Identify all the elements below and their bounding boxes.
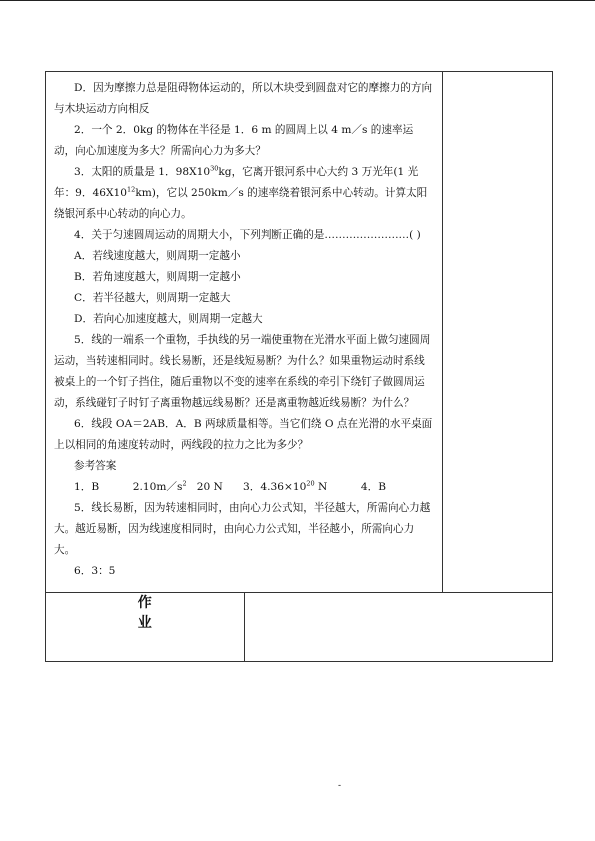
page-mark: - — [338, 781, 342, 791]
exercise-2: 2．一个 2．0kg 的物体在半径是 1．6 m 的圆周上以 4 m／s 的速率运动，向心加速度为多大？所需向心力为多大？ — [54, 124, 414, 157]
exercise-3-part-b: kg，它离开银河系中心大约 3 万光年(1 光年：9．46X10 — [54, 166, 419, 199]
answer-6: 6．3：5 — [74, 565, 116, 577]
exercise-3-exponent-2: 12 — [127, 185, 136, 194]
content-row — [46, 72, 553, 593]
exercise-6: 6．线段 OA＝2AB．A．B 两球质量相等。当它们绕 O 点在光滑的水平桌面上以相同的角速度转动时，两线段的拉力之比为多少？ — [54, 418, 433, 451]
header-rule — [0, 0, 595, 1]
answers-1-4-part-b: 20 N 3．4.36×10 — [186, 481, 307, 493]
answers-exponent-2: 20 — [306, 479, 315, 488]
answers-exponent-1: 2 — [182, 479, 187, 488]
exercise-4-option-c: C．若半径越大，则周期一定越大 — [74, 292, 231, 304]
answers-1-4 — [54, 477, 434, 498]
homework-label-char-2: 业 — [137, 615, 152, 631]
exercise-4-option-b: B．若角速度越大，则周期一定越小 — [74, 271, 241, 283]
notes-column — [443, 72, 553, 593]
exercise-3-part-a: 3．太阳的质量是 1．98X10 — [74, 166, 211, 178]
exercise-text — [46, 72, 442, 592]
exercise-4-option-d: D．若向心加速度越大，则周期一定越大 — [74, 313, 263, 325]
answers-1-4-part-a: 1．B 2.10m／s — [74, 481, 183, 493]
exercise-5: 5．线的一端系一个重物，手执线的另一端使重物在光滑水平面上做匀速圆周运动，当转速相同时。线长易断，还是线短易断？为什么？如果重物运动时系线被桌上的一个钉子挡住，随后重物以不变的速率在系线的牵引下绕钉子做圆周运动，系线碰钉子时钉子离重物越远线易断？还是离重物越近线易断？为什么？ — [54, 334, 431, 409]
exercise-3-exponent-1: 30 — [210, 164, 219, 173]
exercise-4: 4．关于匀速圆周运动的周期大小，下列判断正确的是……………………( ) — [74, 229, 421, 241]
content-cell — [46, 72, 443, 593]
exercise-1-option-d: D．因为摩擦力总是阻碍物体运动的，所以木块受到圆盘对它的摩擦力的方向与木块运动方向相反 — [54, 82, 433, 115]
lesson-table — [45, 71, 553, 662]
exercise-3-part-c: km)，它以 250km／s 的速率绕着银河系中心转动。计算太阳绕银河系中心转动的向心力。 — [54, 187, 428, 220]
exercise-4-option-a: A．若线速度越大，则周期一定越小 — [74, 250, 241, 262]
exercise-3 — [54, 162, 434, 225]
answer-5: 5．线长易断，因为转速相同时，由向心力公式知，半径越大，所需向心力越大。越近易断，因为线速度相同时，由向心力公式知，半径越小，所需向心力大。 — [54, 502, 431, 556]
homework-label — [46, 593, 245, 662]
answers-1-4-part-c: N 4．B — [314, 481, 387, 493]
answers-title: 参考答案 — [74, 460, 117, 472]
homework-label-char-1: 作 — [137, 595, 152, 611]
homework-row — [46, 593, 553, 662]
homework-cell — [244, 593, 553, 662]
